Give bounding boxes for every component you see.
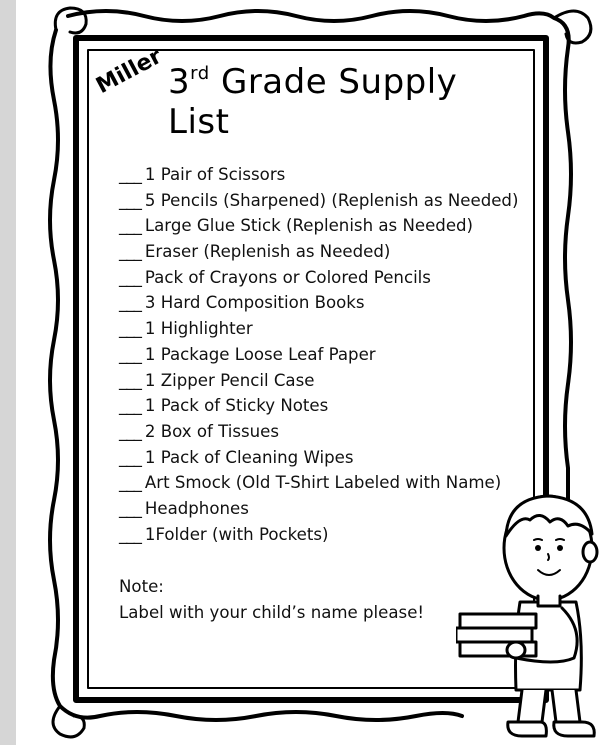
- checkbox-blank: ___: [119, 319, 141, 339]
- list-item-label: 1 Package Loose Leaf Paper: [144, 344, 376, 364]
- list-item-label: 3 Hard Composition Books: [144, 293, 365, 313]
- note-section: [119, 574, 424, 625]
- list-item-label: Art Smock (Old T-Shirt Labeled with Name): [144, 473, 502, 493]
- document-page: [16, 0, 604, 745]
- list-item-label: 5 Pencils (Sharpened) (Replenish as Needed): [144, 190, 519, 210]
- list-item: [119, 290, 559, 316]
- list-item-label: 1 Zipper Pencil Case: [144, 370, 315, 390]
- note-text: Label with your child’s name please!: [119, 602, 425, 622]
- list-item-label: 1 Pack of Sticky Notes: [144, 396, 329, 416]
- title-rest: Grade Supply List: [168, 62, 458, 142]
- title-grade-number: 3: [168, 62, 191, 102]
- list-item-label: 1 Pair of Scissors: [144, 165, 286, 184]
- checkbox-blank: ___: [119, 216, 141, 236]
- title-grade-suffix: rd: [190, 63, 210, 84]
- checkbox-blank: ___: [119, 344, 141, 364]
- page-title: [92, 43, 524, 142]
- list-item: [119, 265, 559, 291]
- checkbox-blank: ___: [119, 421, 141, 441]
- list-item: [119, 445, 559, 471]
- list-item: [119, 188, 559, 214]
- list-item: [119, 368, 559, 394]
- list-item-label: 1 Pack of Cleaning Wipes: [144, 447, 354, 467]
- checkbox-blank: ___: [119, 293, 141, 313]
- list-item: [119, 162, 559, 188]
- checkbox-blank: ___: [119, 370, 141, 390]
- list-item: [119, 213, 559, 239]
- list-item-label: Eraser (Replenish as Needed): [144, 242, 391, 262]
- list-item-label: 1Folder (with Pockets): [144, 524, 329, 544]
- checkbox-blank: ___: [119, 473, 141, 493]
- checkbox-blank: ___: [119, 498, 141, 518]
- checkbox-blank: ___: [119, 190, 141, 210]
- list-item: [119, 419, 559, 445]
- list-item: [119, 239, 559, 265]
- list-item-label: Large Glue Stick (Replenish as Needed): [144, 216, 474, 236]
- list-item-label: Headphones: [144, 498, 249, 518]
- checkbox-blank: ___: [119, 524, 141, 544]
- list-item: [119, 342, 559, 368]
- note-label: Note:: [119, 577, 164, 596]
- teacher-name: Miller: [92, 43, 167, 99]
- list-item-label: Pack of Crayons or Colored Pencils: [144, 267, 431, 287]
- list-item-label: 2 Box of Tissues: [144, 421, 280, 441]
- list-item-label: 1 Highlighter: [144, 319, 253, 339]
- checkbox-blank: ___: [119, 447, 141, 467]
- checkbox-blank: ___: [119, 242, 141, 262]
- checkbox-blank: ___: [119, 396, 141, 416]
- list-item: [119, 393, 559, 419]
- list-item: [119, 316, 559, 342]
- title-text: [168, 62, 524, 142]
- boy-with-books-icon: [456, 490, 602, 742]
- checkbox-blank: ___: [119, 165, 141, 184]
- checkbox-blank: ___: [119, 267, 141, 287]
